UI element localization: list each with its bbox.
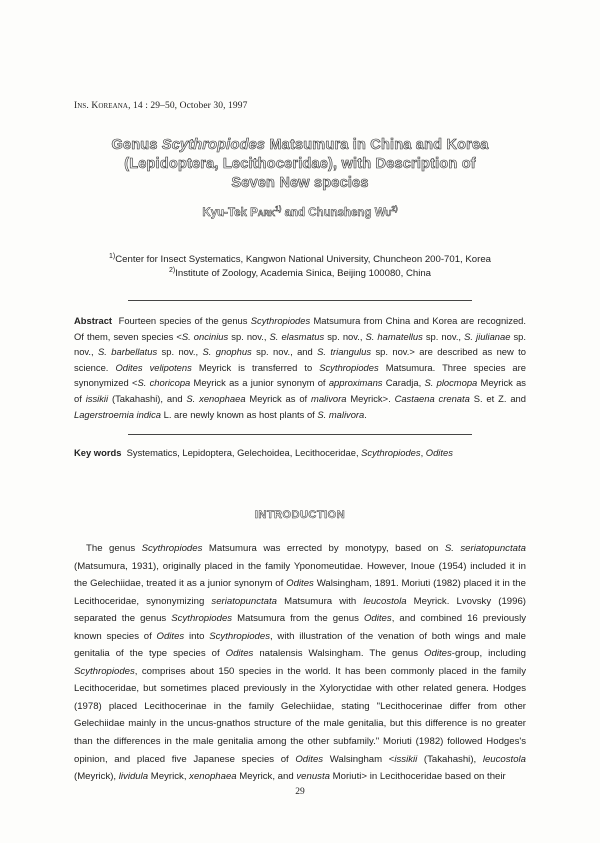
- body-taxon: issikii: [394, 753, 418, 765]
- body-text: Meyrick, and: [236, 771, 297, 783]
- abstract-taxon: Castaena crenata: [394, 392, 470, 404]
- section-heading-introduction: INTRODUCTION: [254, 509, 346, 521]
- abstract-taxon: Lagerstroemia indica: [74, 408, 162, 420]
- body-taxon: Odites: [363, 613, 392, 625]
- body-taxon: leucostola: [482, 753, 527, 765]
- affiliation-1: [60, 253, 540, 265]
- abstract-text: Meyrick is transferred to: [191, 361, 320, 373]
- body-text: (Matsumura, 1931), originally placed in the family Yponomeutidae. However, Inoue (1954) included it in the Gelechiidae, treated it as a junior synonym of: [74, 560, 526, 590]
- abstract-taxon: S. hamatellus: [365, 330, 423, 342]
- body-text: Matsumura was errected by monotypy, based on: [202, 543, 445, 554]
- abstract-taxon: S. barbellatus: [98, 346, 158, 358]
- abstract-taxon: S. gnophus: [202, 346, 252, 358]
- abstract-text: .: [364, 408, 367, 420]
- body-text: Matsumura from the genus: [232, 613, 364, 625]
- abstract-label: Abstract: [74, 315, 113, 326]
- abstract-text: Fourteen species of the genus: [118, 315, 251, 326]
- affiliation-2: [60, 267, 540, 279]
- body-taxon: Scythropiodes: [209, 630, 270, 642]
- body-taxon: Odites: [286, 578, 314, 590]
- abstract-text: sp. nov.,: [324, 330, 366, 342]
- abstract-taxon: S. xenophaea: [186, 392, 246, 404]
- body-taxon: Scythropiodes: [171, 613, 233, 625]
- keywords-label: Key words: [74, 447, 122, 458]
- body-taxon: Odites: [225, 648, 254, 660]
- body-taxon: lividula: [118, 771, 149, 783]
- abstract-text: L. are newly known as host plants of: [161, 408, 318, 420]
- abstract-taxon: S. plocmopa: [424, 377, 478, 389]
- body-text: (Meyrick),: [74, 771, 119, 783]
- abstract-text: Meyrick as a junior synonym of: [190, 377, 329, 389]
- body-taxon: S. seriatopunctata: [444, 543, 526, 554]
- abstract-text: Matsumura from China and Korea are recognized. Of them, seven species <: [74, 315, 526, 342]
- abstract-taxon: Scythropiodes: [250, 315, 311, 326]
- body-text: , comprises about 150 species in the world. It has been commonly placed in the family Lecithoceridae, but sometimes placed previously in the Xyloryctidae with other related genera. Hodges (1978) placed Lecithocerinae in the family Gelechiidae, stating "Lecithocerinae differ from other Gelechiidae mainly in the uncus-gnathos structure of the male genitalia, but this difference is no greater than the differences in the male genitalia among the other subfamily." Moriuti (1982) followed Hodges's opinion, and placed five Japanese species of: [74, 665, 526, 765]
- body-text: Walsingham, 1891. Moriuti (1982) placed it in the Lecithoceridae, synonymizing: [74, 578, 526, 607]
- abstract-text: sp. nov.,: [74, 330, 527, 358]
- introduction-paragraph: [74, 540, 526, 786]
- author-2-affiliation-mark: 2): [391, 206, 398, 213]
- keywords-text: Systematics, Lepidoptera, Gelechoidea, Lecithoceridae,: [126, 447, 362, 458]
- body-taxon: Odites: [424, 648, 452, 660]
- body-text: Moriuti> in Lecithoceridae based on their: [329, 771, 506, 783]
- abstract-taxon: approximans: [328, 377, 383, 389]
- body-text: The genus: [86, 543, 142, 554]
- body-text: Matsumura with: [277, 595, 364, 607]
- abstract-taxon: S. triangulus: [317, 346, 372, 358]
- keywords-taxon: Odites: [425, 447, 453, 458]
- title-text: Genus: [111, 137, 162, 153]
- body-taxon: venusta: [296, 771, 330, 783]
- keywords: [74, 445, 526, 460]
- body-text: Walsingham <: [323, 753, 395, 765]
- affiliation-text: Institute of Zoology, Academia Sinica, Beijing 100080, China: [175, 268, 432, 280]
- body-text: natalensis Walsingham. The genus: [253, 648, 425, 660]
- divider-top: [128, 300, 472, 301]
- body-text: (Takahashi),: [417, 753, 483, 765]
- author-list: [40, 206, 560, 219]
- author-conjunction: and: [281, 206, 309, 219]
- keywords-text: ,: [420, 447, 426, 458]
- title-line-1: [40, 136, 560, 155]
- affiliation-mark: 2): [168, 267, 176, 274]
- abstract-text: Meyrick as of: [74, 377, 526, 404]
- author-2-given: Chunsheng: [308, 206, 375, 219]
- abstract-text: (Takahashi), and: [108, 392, 187, 404]
- abstract-taxon: Scythropiodes: [319, 361, 379, 373]
- abstract-text: Meyrick>.: [346, 392, 395, 404]
- abstract-text: Caradja,: [382, 377, 425, 389]
- body-taxon: Odites: [295, 753, 324, 765]
- title-text: Matsumura in China and Korea: [265, 137, 489, 153]
- abstract-taxon: S. jiulianae: [464, 330, 511, 342]
- abstract-text: S. et Z. and: [469, 392, 526, 404]
- divider-bottom: [128, 434, 472, 435]
- abstract-text: Matsumura. Three species are synonymized <: [74, 361, 526, 389]
- paper-title: [40, 136, 560, 193]
- author-2-surname: Wu: [374, 206, 392, 219]
- abstract-taxon: S. elasmatus: [269, 330, 325, 342]
- abstract-taxon: S. oncinius: [181, 330, 229, 342]
- body-text: into: [184, 630, 210, 642]
- title-genus: Scythropiodes: [161, 137, 266, 153]
- body-text: Meyrick,: [148, 771, 190, 783]
- abstract-text: Meyrick as of: [245, 392, 312, 404]
- abstract-taxon: malivora: [311, 392, 347, 404]
- abstract-taxon: S. choricopa: [137, 377, 191, 389]
- abstract-taxon: Odites velipotens: [115, 361, 192, 373]
- affiliation-mark: 1): [108, 253, 116, 260]
- body-taxon: leucostola: [363, 595, 407, 607]
- abstract: [74, 313, 526, 422]
- body-taxon: Scythropiodes: [141, 543, 203, 554]
- keywords-taxon: Scythropiodes: [361, 447, 421, 458]
- body-taxon: Scythropiodes: [74, 665, 135, 677]
- page-number: 29: [295, 787, 305, 797]
- body-taxon: xenophaea: [189, 771, 237, 783]
- abstract-text: sp. nov., and: [251, 346, 318, 358]
- author-1-surname: Park: [250, 206, 276, 219]
- journal-volume-pages: , 14 : 29–50, October 30, 1997: [128, 101, 248, 111]
- journal-name: Ins. Koreana: [74, 101, 129, 111]
- abstract-text: sp. nov.,: [157, 346, 203, 358]
- abstract-taxon: S. malivora: [317, 408, 365, 420]
- abstract-text: sp. nov.> are described as new to science.: [74, 346, 526, 373]
- body-taxon: Odites: [156, 630, 185, 642]
- body-taxon: seriatopunctata: [211, 595, 278, 607]
- title-line-3: Seven New species: [231, 175, 369, 191]
- author-1-given: Kyu-Tek: [202, 206, 251, 219]
- body-text: , and combined 16 previously known species of: [74, 613, 526, 642]
- body-text: -group, including: [451, 648, 527, 660]
- author-1-affiliation-mark: 1): [275, 206, 282, 213]
- journal-citation: [74, 101, 247, 111]
- abstract-text: sp. nov.,: [422, 330, 465, 342]
- body-text: , with illustration of the venation of both wings and male genitalia of the type species of: [74, 630, 526, 660]
- abstract-text: sp. nov.,: [228, 330, 270, 342]
- abstract-taxon: issikii: [85, 392, 109, 404]
- title-line-2: (Lepidoptera, Lecithoceridae), with Description of: [124, 156, 476, 172]
- affiliation-text: Center for Insect Systematics, Kangwon National University, Chuncheon 200-701, Korea: [115, 254, 491, 266]
- body-text: Meyrick. Lvovsky (1996) separated the genus: [74, 595, 526, 625]
